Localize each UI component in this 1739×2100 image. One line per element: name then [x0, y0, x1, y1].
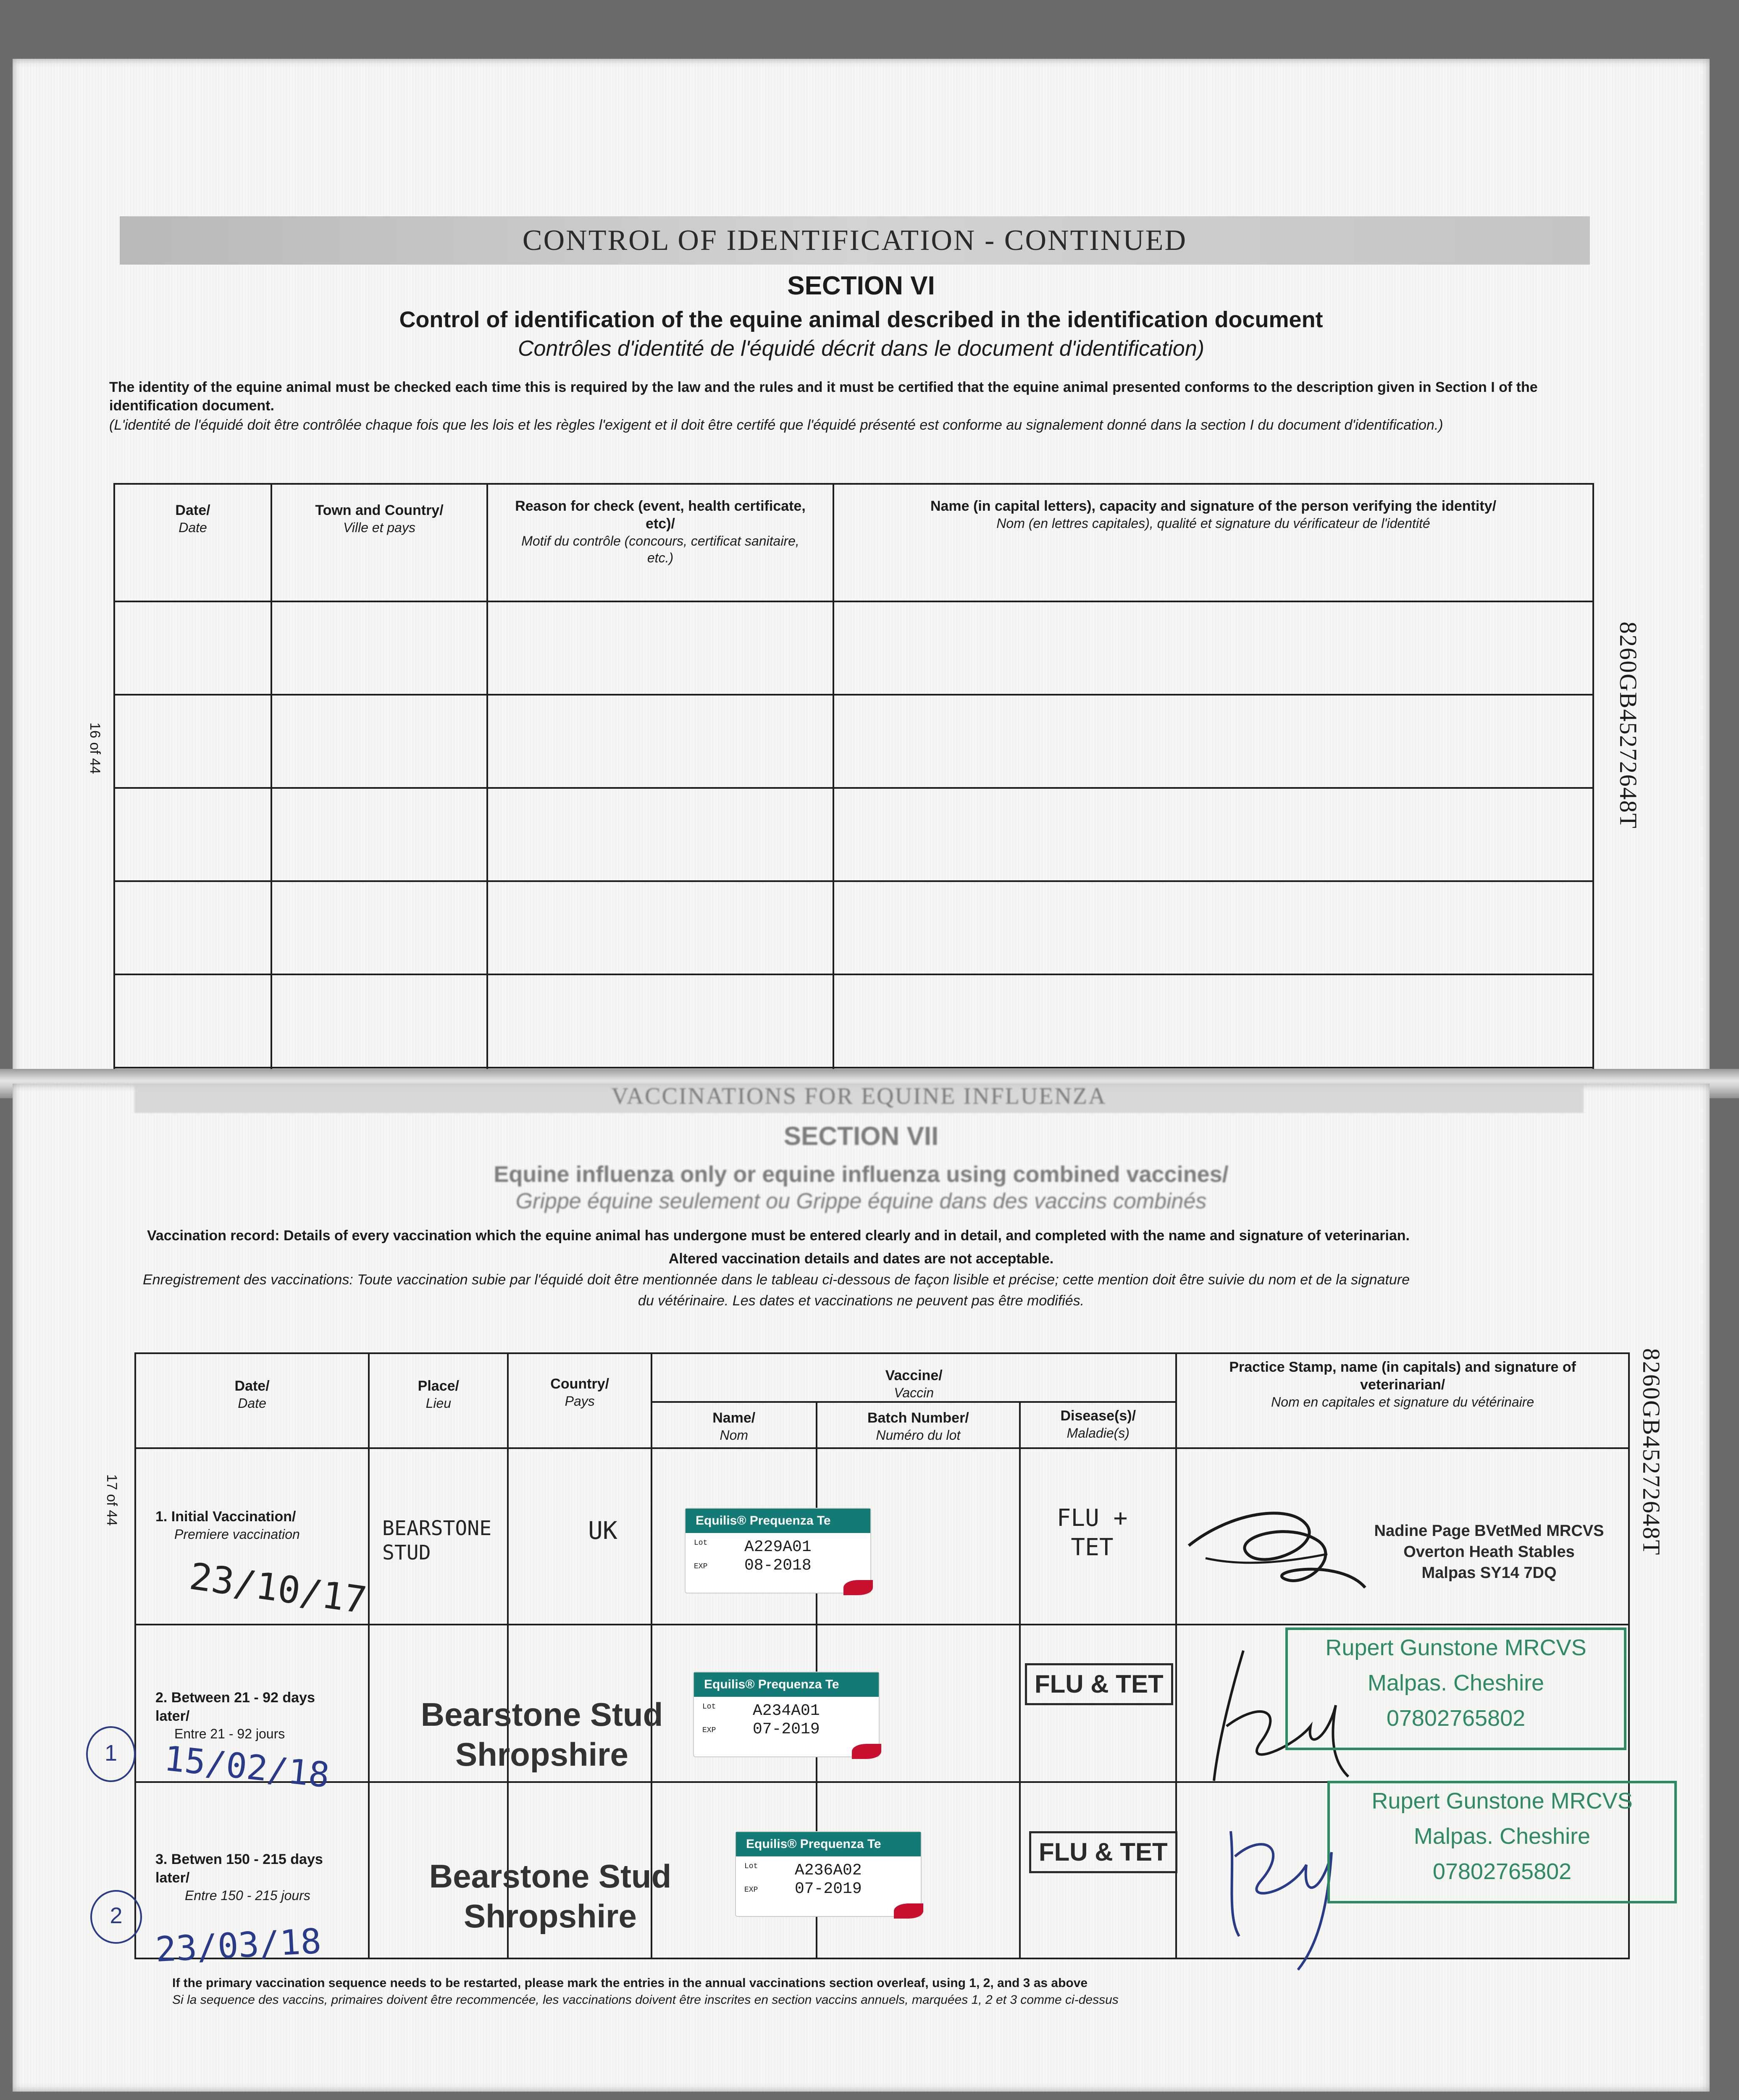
- row1-place: BEARSTONE STUD: [382, 1517, 492, 1564]
- section-subtitle: Equine influenza only or equine influenza using combined vaccines/: [494, 1162, 1229, 1187]
- col-disease-header: Disease(s)/ Maladie(s): [1020, 1402, 1176, 1448]
- row1-disease: FLU + TET: [1056, 1504, 1128, 1561]
- row2-disease: FLU & TET: [1025, 1663, 1173, 1705]
- row1-signature: [1180, 1495, 1382, 1621]
- col-town-header: Town and Country/ Ville et pays: [271, 484, 487, 601]
- section-banner: CONTROL OF IDENTIFICATION - CONTINUED: [120, 216, 1590, 265]
- row2-date: 15/02/18: [162, 1738, 331, 1796]
- intro-text-fr: (L'identité de l'équidé doit être contrôlée chaque fois que les lois et les règles l'exigent et il doit être certifé que l'équidé présenté est conforme au signalement donné dans la section I du document d'identification.): [109, 417, 1443, 433]
- intro-text-fr: Enregistrement des vaccinations: Toute vaccination subie par l'équidé doit être mentionnée dans le tableau ci-dessous de façon lisible et précise; cette mention doit être suivie du nom et de la signature: [143, 1272, 1410, 1288]
- row1-label-fr: Premiere vaccination: [174, 1527, 300, 1542]
- passport-id: 8260GB45272648T: [1638, 1348, 1665, 1556]
- table-row: [114, 974, 1593, 1068]
- row1-exp: 08-2018: [744, 1557, 812, 1575]
- table-row: [114, 601, 1593, 695]
- row2-label: 2. Between 21 - 92 days later/: [155, 1690, 315, 1724]
- row1-vaccine-label: Equilis® Prequenza Te Lot A229A01 EXP 08-2018: [685, 1508, 871, 1593]
- col-place-header: Place/ Lieu: [369, 1353, 508, 1448]
- col-name-header: Name/ Nom: [651, 1402, 817, 1448]
- row2-place: Bearstone Stud Shropshire: [420, 1696, 663, 1773]
- row3-sequence-mark: 2: [90, 1890, 142, 1944]
- row3-signature: [1206, 1798, 1348, 1974]
- row3-label: 3. Betwen 150 - 215 days later/: [155, 1851, 323, 1886]
- section-subtitle-fr: Grippe équine seulement ou Grippe équine dans des vaccins combinés: [515, 1189, 1207, 1213]
- row3-date: 23/03/18: [154, 1921, 323, 1970]
- col-vaccine-header: Vaccine/ Vaccin: [651, 1353, 1176, 1402]
- identification-table: [113, 483, 1594, 1131]
- intro-text: Vaccination record: Details of every vaccination which the equine animal has undergone must be entered clearly and in detail, and completed with the name and signature of veterinarian.: [147, 1228, 1410, 1244]
- page-number: 16 of 44: [87, 722, 103, 774]
- table-row: [114, 881, 1593, 974]
- col-date-header: Date/ Date: [135, 1353, 369, 1448]
- row3-vet-stamp: Rupert Gunstone MRCVS Malpas. Cheshire 07802765802: [1327, 1781, 1677, 1903]
- row3-label-fr: Entre 150 - 215 jours: [185, 1888, 310, 1903]
- row2-label-fr: Entre 21 - 92 jours: [174, 1726, 285, 1741]
- col-verifier-header: Name (in capital letters), capacity and signature of the person verifying the identity/ Nom (en lettres capitales), qualité et signature du vérificateur de l'identité: [833, 484, 1593, 601]
- col-date-header: Date/ Date: [114, 484, 271, 601]
- vaccination-page: [13, 1084, 1710, 2092]
- intro-text-2: Altered vaccination details and dates are not acceptable.: [668, 1251, 1054, 1267]
- row3-place: Bearstone Stud Shropshire: [429, 1858, 672, 1935]
- row2-exp: 07-2019: [753, 1720, 820, 1738]
- row3-exp: 07-2019: [795, 1880, 862, 1898]
- page-number: 17 of 44: [104, 1474, 120, 1526]
- row1-country: UK: [588, 1516, 617, 1545]
- intro-text-fr-2: du vétérinaire. Les dates et vaccinations ne peuvent pas être modifiés.: [638, 1293, 1085, 1309]
- col-stamp-header: Practice Stamp, name (in capitals) and signature of veterinarian/ Nom en capitales et signature du vétérinaire: [1176, 1353, 1629, 1448]
- row3-vaccine-label: Equilis® Prequenza Te Lot A236A02 EXP 07-2019: [735, 1831, 922, 1917]
- section-banner: VACCINATIONS FOR EQUINE INFLUENZA: [134, 1084, 1584, 1113]
- row1-lot: A229A01: [744, 1538, 812, 1556]
- section-title: SECTION VII: [783, 1122, 939, 1151]
- row2-vet-stamp: Rupert Gunstone MRCVS Malpas. Cheshire 07802765802: [1285, 1628, 1626, 1750]
- table-row: [114, 695, 1593, 788]
- row1-vet-stamp: Nadine Page BVetMed MRCVS Overton Heath Stables Malpas SY14 7DQ: [1374, 1522, 1604, 1582]
- row1-date: 23/10/17: [187, 1554, 369, 1622]
- section-subtitle: Control of identification of the equine animal described in the identification document: [399, 307, 1323, 332]
- table-row: [114, 788, 1593, 881]
- row3-lot: A236A02: [795, 1861, 862, 1880]
- row3-disease: FLU & TET: [1029, 1831, 1177, 1873]
- row1-label: 1. Initial Vaccination/: [155, 1509, 296, 1525]
- col-country-header: Country/ Pays: [508, 1353, 651, 1448]
- row2-lot: A234A01: [753, 1702, 820, 1720]
- section-subtitle-fr: Contrôles d'identité de l'équidé décrit dans le document d'identification): [517, 336, 1205, 361]
- col-reason-header: Reason for check (event, health certificate, etc)/ Motif du contrôle (concours, certificat sanitaire, etc.): [487, 484, 833, 601]
- footer-note: If the primary vaccination sequence needs to be restarted, please mark the entries in the annual vaccinations section overleaf, using 1, 2, and 3 as above: [172, 1976, 1088, 1990]
- row2-vaccine-label: Equilis® Prequenza Te Lot A234A01 EXP 07-2019: [693, 1672, 880, 1757]
- section-title: SECTION VI: [787, 271, 935, 300]
- row2-sequence-mark: 1: [86, 1726, 136, 1782]
- identification-page: [13, 59, 1710, 1084]
- col-batch-header: Batch Number/ Numéro du lot: [817, 1402, 1020, 1448]
- footer-note-fr: Si la sequence des vaccins, primaires doivent être recommencée, les vaccinations doivent être inscrites en section vaccins annuels, marquées 1, 2 et 3 comme ci-dessus: [172, 1993, 1119, 2007]
- intro-text: The identity of the equine animal must be checked each time this is required by the law and the rules and it must be certified that the equine animal presented conforms to the description given in Section I of the identification document.: [109, 379, 1538, 414]
- passport-id: 8260GB45272648T: [1615, 622, 1642, 829]
